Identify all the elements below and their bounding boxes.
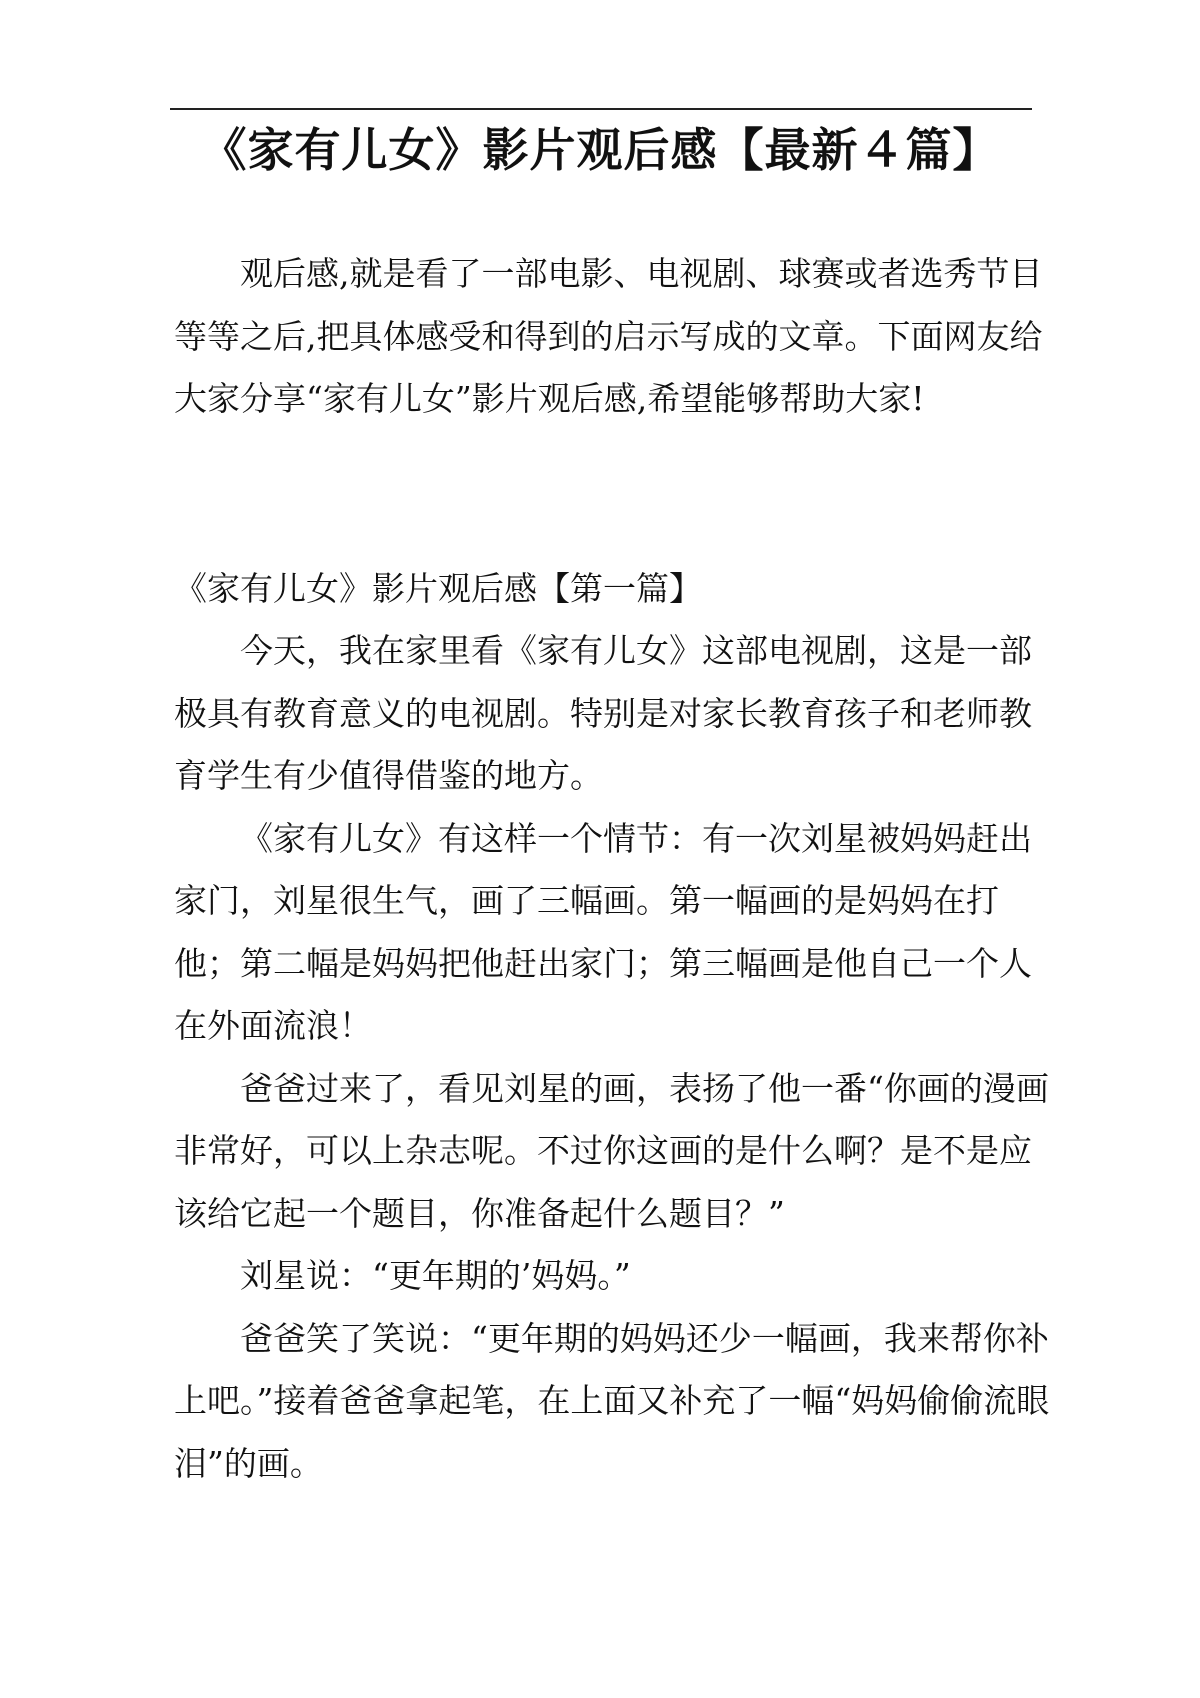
intro-block bbox=[174, 243, 1054, 431]
paragraph: 《家有儿女》有这样一个情节：有一次刘星被妈妈赶出家门，刘星很生气，画了三幅画。第一幅画的是妈妈在打他；第二幅是妈妈把他赶出家门；第三幅画是他自己一个人在外面流浪！ bbox=[174, 818, 1032, 1045]
article-body bbox=[174, 620, 1054, 1495]
paragraph: 今天，我在家里看《家有儿女》这部电视剧，这是一部极具有教育意义的电视剧。特别是对家长教育孩子和老师教育学生有少值得借鉴的地方。 bbox=[174, 631, 1032, 795]
document-title: 《家有儿女》影片观后感【最新４篇】 bbox=[200, 123, 1000, 177]
paragraph: 爸爸笑了笑说：“更年期的妈妈还少一幅画，我来帮你补上吧。”接着爸爸拿起笔，在上面又补充了一幅“妈妈偷偷流眼泪”的画。 bbox=[174, 1318, 1050, 1483]
header-rule bbox=[170, 108, 1032, 110]
paragraph: 刘星说：“更年期的’妈妈。” bbox=[240, 1256, 631, 1295]
paragraph: 爸爸过来了，看见刘星的画，表扬了他一番“你画的漫画非常好，可以上杂志呢。不过你这画的是什么啊？是不是应该给它起一个题目，你准备起什么题目？” bbox=[174, 1068, 1049, 1233]
section-heading: 《家有儿女》影片观后感【第一篇】 bbox=[174, 569, 702, 608]
intro-paragraph: 观后感,就是看了一部电影、电视剧、球赛或者选秀节目等等之后,把具体感受和得到的启示写成的文章。下面网友给大家分享“家有儿女”影片观后感,希望能够帮助大家! bbox=[174, 254, 1043, 418]
